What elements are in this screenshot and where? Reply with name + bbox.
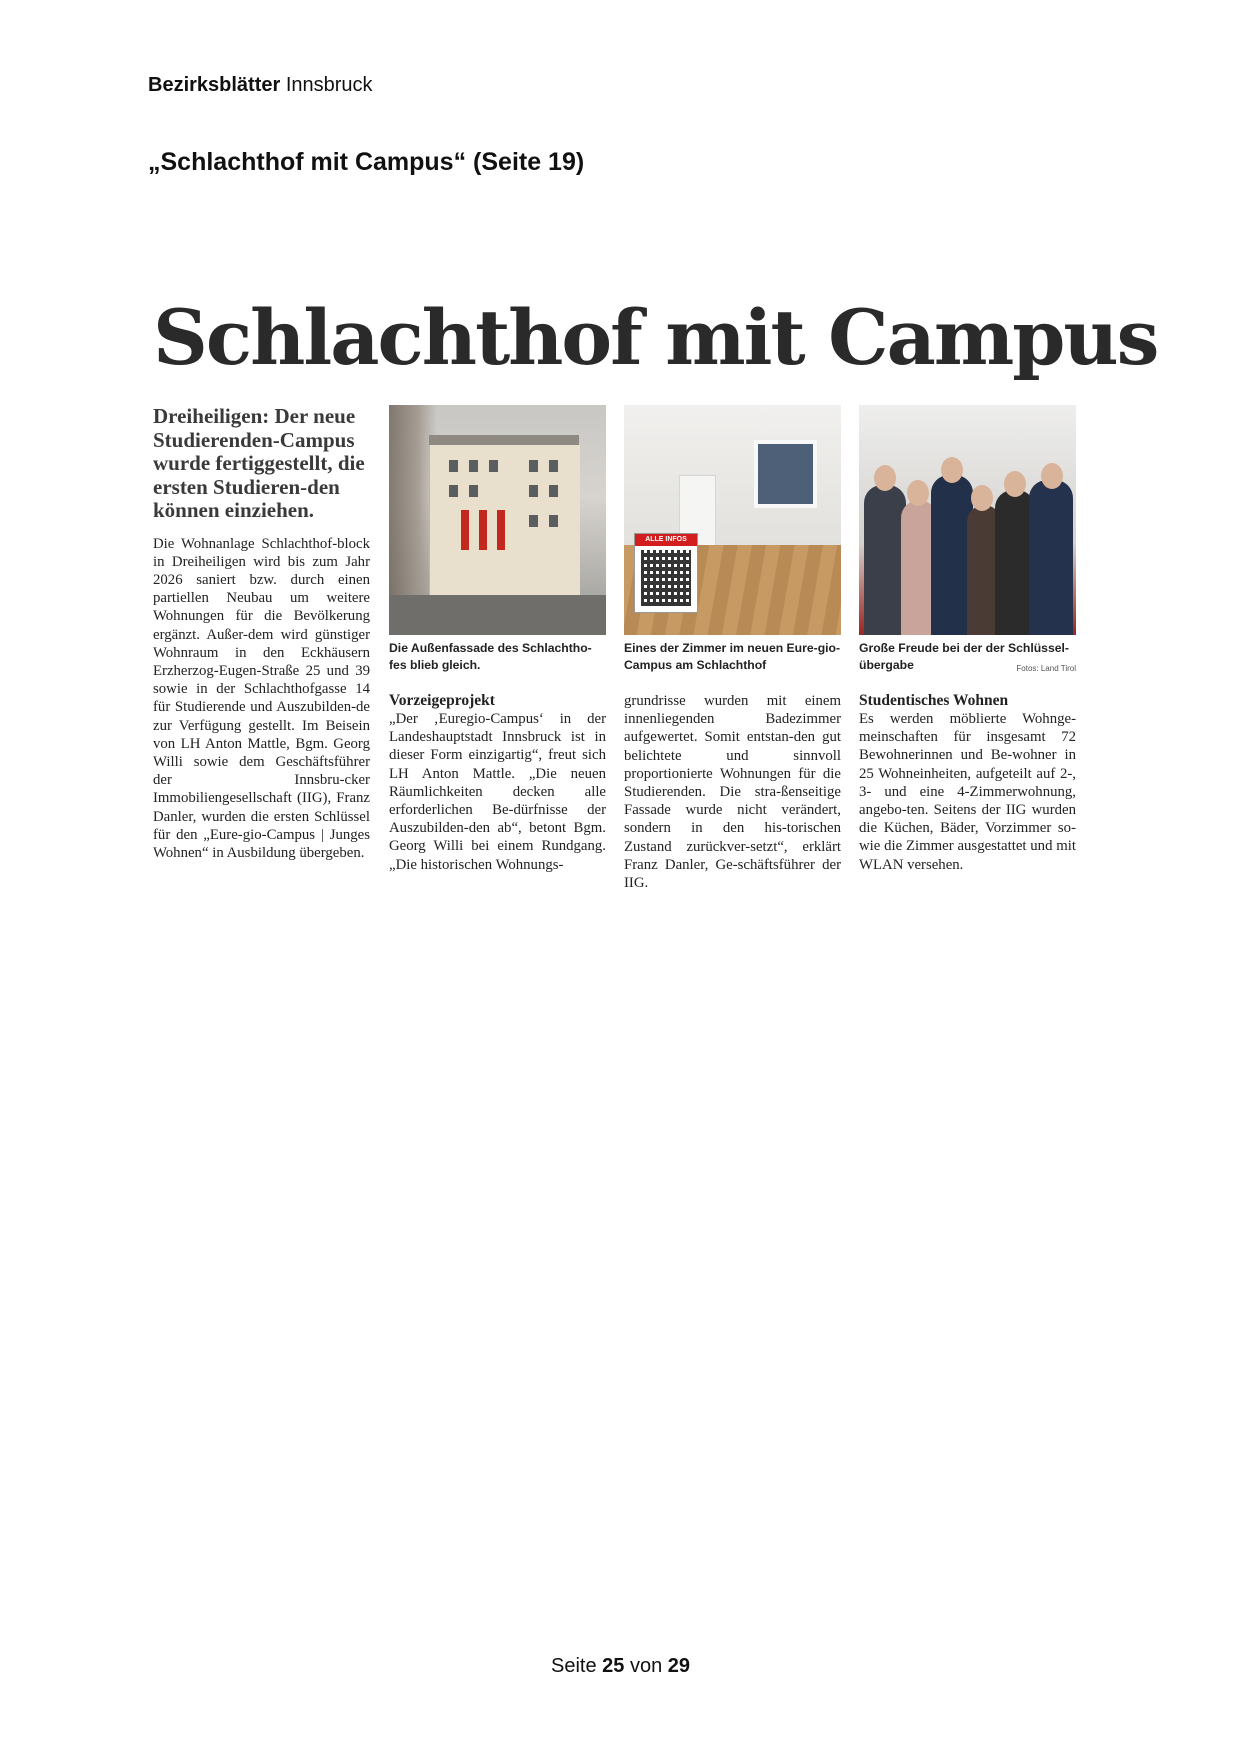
page-current: 25: [602, 1655, 625, 1677]
building-photo-caption: Die Außenfassade des Schlachtho-fes blieb gleich.: [389, 641, 592, 672]
section-text-continued: grundrisse wurden mit einem innenliegenden Badezimmer aufgewertet. Somit entstan-den gut belichtete und sinnvoll proportionierte Wohnungen für die Studierenden. Die stra-ßenseitige Fassade wurde nicht verändert, sondern in den his-torischen Zustand zurückver-setzt“, erklärt Franz Danler, Ge-schäftsführer der IIG.: [624, 693, 841, 892]
group-photo-caption: [859, 640, 1076, 692]
page-footer: [0, 1655, 1241, 1678]
source-line: [148, 74, 373, 97]
source-edition: Innsbruck: [280, 74, 373, 96]
room-photo-caption: Eines der Zimmer im neuen Eure-gio-Campus am Schlachthof: [624, 641, 841, 672]
source-publication: Bezirksblätter: [148, 74, 281, 96]
page-total: 29: [667, 1655, 690, 1677]
section-text-studentisches-wohnen: Es werden möblierte Wohnge-meinschaften für insgesamt 72 Bewohnerinnen und Be-wohner in 25 Wohneinheiten, aufgeteilt auf 2-, 3- und eine 4-Zimmerwohnung, angebo-ten. Seitens der IIG wurden die Küchen, Bäder, Vorzimmer so-wie die Zimmer ausgestattet und mit WLAN versehen.: [859, 711, 1076, 873]
column-1: [153, 405, 370, 862]
column-2: [389, 405, 606, 874]
photo-credit: Fotos: Land Tirol: [1016, 664, 1076, 673]
column-3: [624, 405, 841, 892]
building-photo: [389, 405, 606, 635]
group-photo-caption-text: Große Freude bei der der Schlüssel-übergabe: [859, 641, 1069, 672]
page-label: Seite: [550, 1655, 603, 1677]
newspaper-clipping: [153, 293, 1158, 905]
document-title: „Schlachthof mit Campus“ (Seite 19): [148, 148, 585, 176]
qr-code-label: ALLE INFOS: [635, 534, 697, 546]
section-heading-vorzeigeprojekt: Vorzeigeprojekt: [389, 692, 495, 709]
column-4: [859, 405, 1076, 874]
group-photo: [859, 405, 1076, 635]
page-of: von: [624, 1655, 668, 1677]
room-photo: [624, 405, 841, 635]
article-headline: Schlachthof mit Campus: [153, 293, 1158, 382]
section-heading-studentisches-wohnen: Studentisches Wohnen: [859, 692, 1009, 709]
article-kicker: Dreiheiligen: Der neue Studierenden-Campus wurde fertiggestellt, die ersten Studieren-den können einziehen.: [153, 404, 365, 522]
section-text-vorzeigeprojekt: „Der ‚Euregio-Campus‘ in der Landeshauptstadt Innsbruck ist in dieser Form einzigartig“, freut sich LH Anton Mattle. „Die neuen Räumlichkeiten decken alle erforderlichen Be-dürfnisse der Auszubilden-den ab“, betont Bgm. Georg Willi bei einem Rundgang. „Die historischen Wohnungs-: [389, 711, 606, 873]
qr-code-icon[interactable]: [634, 533, 698, 613]
article-lead: Die Wohnanlage Schlachthof-block in Dreiheiligen wird bis zum Jahr 2026 saniert bzw. durch einen partiellen Neubau um weitere Wohnungen für die Bevölkerung ergänzt. Außer-dem wird günstiger Wohnraum in den Eckhäusern Erzherzog-Eugen-Straße 25 und 39 sowie in der Schlachthofgasse 14 für Studierende und Auszubilden-de zur Verfügung gestellt. Im Beisein von LH Anton Mattle, Bgm. Georg Willi sowie dem Geschäftsführer der Innsbru-cker Immobiliengesellschaft (IIG), Franz Danler, wurden die ersten Schlüssel für den „Eure-gio-Campus | Junges Wohnen“ in Ausbildung übergeben.: [153, 535, 370, 861]
